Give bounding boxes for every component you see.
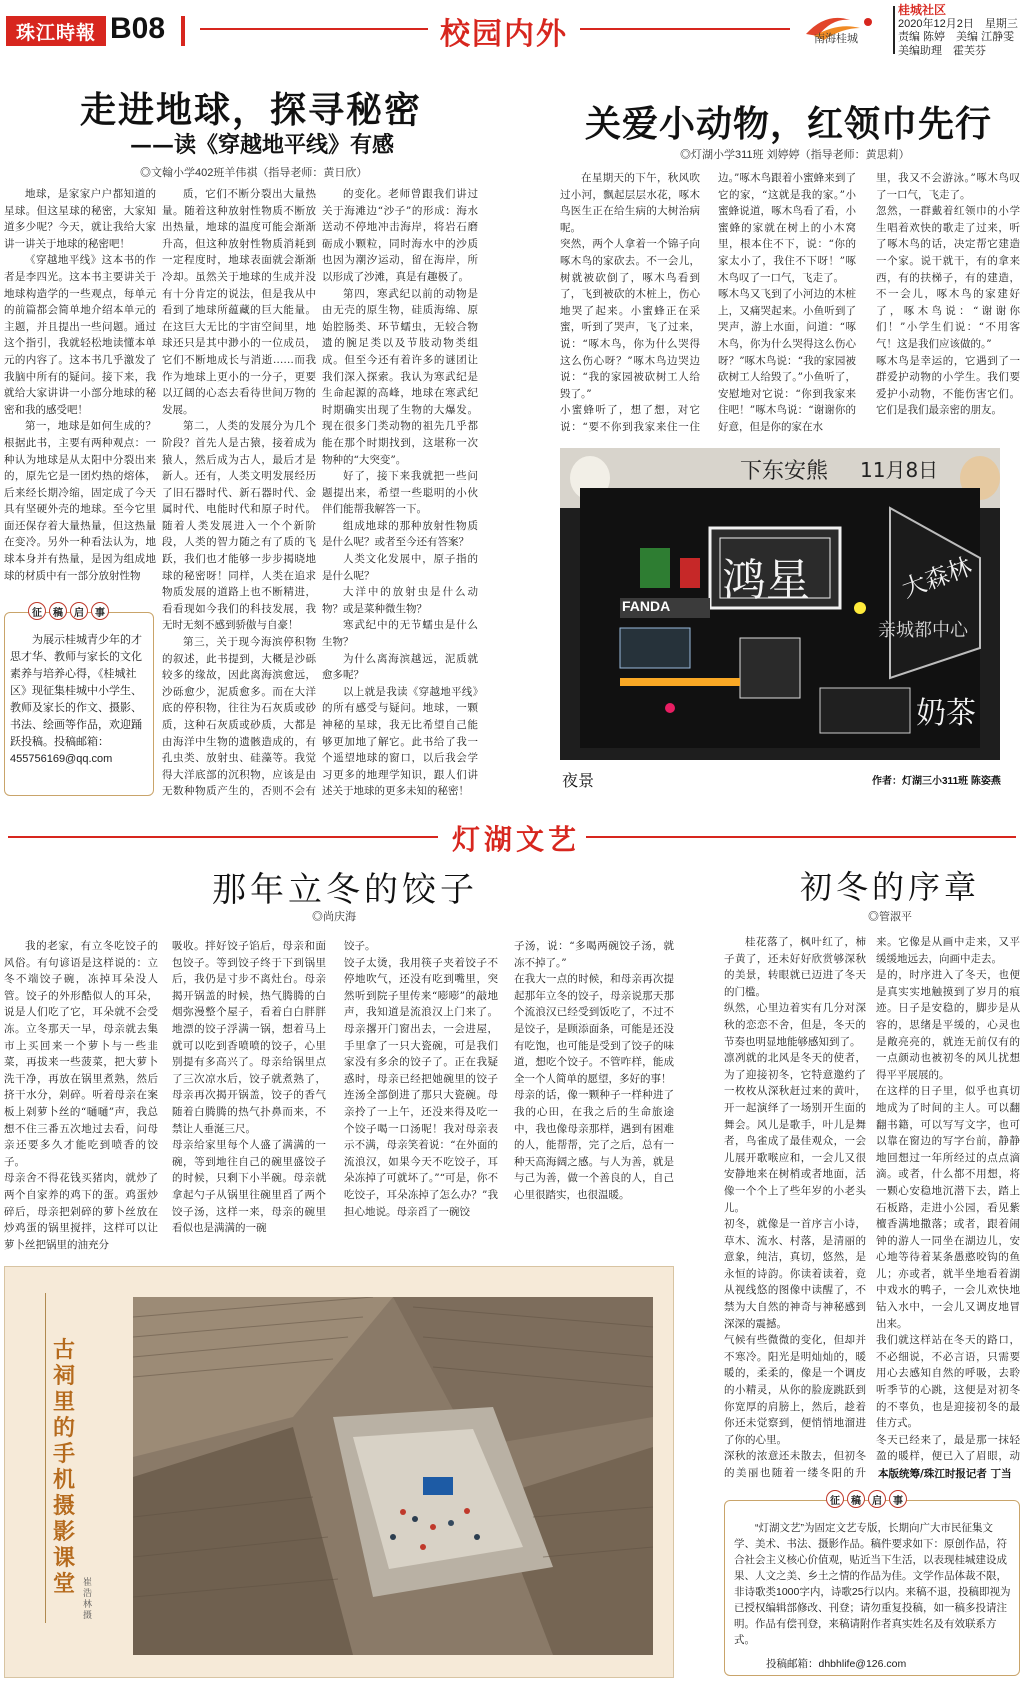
band-title: 灯湖文艺 — [452, 823, 581, 856]
night-scene-photo — [560, 448, 1000, 760]
logo-text: 南海桂城 — [814, 33, 858, 45]
section-rule-left — [200, 28, 428, 30]
photo2-author: 崔浩林 摄 — [83, 1577, 102, 1620]
photo2-frame — [4, 1266, 674, 1678]
paragraph: 大洋中的放射虫是什么动物？或是菜种微生物？ — [322, 586, 478, 615]
page-number: B08 — [110, 12, 166, 45]
article4-title: 初冬的序章 — [800, 868, 981, 906]
band-rule-left — [8, 836, 438, 838]
article1-byline: ◎文翰小学402班羊伟祺（指导老师：黄日欣） — [140, 167, 368, 179]
call-for-submissions-text-2: “灯湖文艺”为固定文艺专版，长期向广大市民征集文学、美术、书法、摄影作品。稿件要求如下：原创作品，符合社会主义核心价值观，贴近当下生活，以表现桂城建设成果、人文之美、乡土之情的作品为佳。文学作品体裁不限，非诗歌类1000字内，诗歌25行以内。来稿不退，投稿即视为已授权编辑部修改、刊登；请勿重复投稿，如一稿多投请注明。作品有偿刊登，来稿请附作者真实姓名及有效联系方式。 — [734, 1522, 1011, 1646]
page-coordinator-note: 本版统筹/珠江时报记者 丁当 — [878, 1468, 1012, 1480]
call-for-submissions-heading — [28, 602, 109, 620]
article3-byline: ◎尚庆海 — [312, 911, 356, 923]
heading-char: 事 — [889, 1490, 907, 1508]
edition-meta — [898, 4, 1018, 58]
article1-column-2 — [162, 186, 316, 798]
paragraph: 以上就是我读《穿越地平线》的所有感受与疑问。地球，一颗神秘的星球，我无比希望自己能够更加地了解它。此书给了我一个遥望地球的窗口，以后我会学习更多的地理学知识，跟人们讲述关于地球的更多未知的秘密！ — [322, 685, 478, 798]
heading-char: 启 — [70, 602, 88, 620]
heading-char: 启 — [868, 1490, 886, 1508]
section-title: 校园内外 — [440, 17, 568, 52]
board-label: 下东安熊 — [740, 459, 829, 484]
heading-char: 征 — [28, 602, 46, 620]
heading-char: 征 — [826, 1490, 844, 1508]
paragraph: 第二，人类的发展分为几个阶段？首先人是古猿，接着成为猿人，然后成为古人，最后才是新人。还有，人类文明发展经历了旧石器时代、新石器时代、金属时代、电能时代和原子时代。随着人类发展进入一个个新阶段，人类的智力随之有了质的飞跃，我们也才能够一步步揭晓地球的秘密呀！同样，人类在追求物质发展的道路上也不断精进，看看现如今我们的科技发展，我无时无刻不感到骄傲与自豪！ — [162, 420, 316, 632]
paragraph: 第三，关于现今海滨停积物的叙述，此书提到，大概是沙砾较多的缘故，因此离海滨愈远，沙砾愈少，泥质愈多。而在大洋底的停积物，往往为石灰质或砂质，这种石灰质或砂质，大都是由海洋中生物的遗骸造成的，有孔虫类、放射虫、硅藻等。我觉得大洋底部的沉积物，应该是由无数种物质产生的，否则不会有 — [162, 636, 316, 798]
heading-char: 稿 — [847, 1490, 865, 1508]
article3-column-1: 我的老家，有立冬吃饺子的风俗。有句谚语是这样说的：立冬不端饺子碗，冻掉耳朵没人管。饺子的外形酷似人的耳朵，说是人们吃了它，耳朵就不会受冻。立冬那天一早，母亲就去集市上买回来一个萝卜与一些韭菜，再拔来一些菠菜，把大萝卜洗干净，再放在锅里煮熟，然后挤干水分，剁碎。听着母亲在案板上剁萝卜丝的“嗵嗵”声，我总想不住三番五次地过去看，问母亲还要多久才能吃到喷香的饺子。 母亲舍不得花钱买猪肉，就炒了两个自家养的鸡下的蛋。鸡蛋炒碎后，母亲把剁碎的萝卜丝放在炒鸡蛋的锅里搅拌，这样可以让萝卜丝把锅里的油充分 — [4, 940, 158, 1251]
article3-column-2: 吸收。拌好饺子馅后，母亲和面包饺子。等到饺子终于下到锅里后，我仍是寸步不离灶台。母亲揭开锅盖的时候，热气腾腾的白烟弥漫整个屋子，看着白白胖胖地漂的饺子浮满一锅，想着马上就可以吃到香喷喷的饺子，心里别提有多高兴了。母亲给锅里点了三次凉水后，饺子就煮熟了，母亲再次揭开锅盖，饺子的香气随着白腾腾的热气扑鼻而来，不禁让人垂涎三尺。 母亲给家里每个人盛了满满的一碗，等到地往自己的碗里盛饺子的时候，只剩下小半碗。母亲就拿起勺子从锅里往碗里舀了两个饺子汤，这样一来，母亲的碗里看似也是满满的一碗 — [172, 940, 326, 1235]
article1-column-3 — [322, 186, 478, 798]
heading-char: 稿 — [49, 602, 67, 620]
article1-title: 走进地球，探寻秘密 — [80, 89, 423, 131]
paragraph: 好了，接下来我就把一些问题提出来，希望一些聪明的小伙伴们能帮我解答一下。 — [322, 470, 478, 516]
paragraph: 《穿越地平线》这本书的作者是李四光。这本书主要讲关于地球构造学的一些观点，每单元的前篇都会简单地介绍本单元的主题，并且提出一些问题。通过这个指引，我就轻松地读懂本单元的内容了。这本书几乎激发了我脑中所有的疑问。接下来，我就给大家讲讲一小部分地球的秘密和我的感受吧！ — [4, 254, 156, 416]
editors: 责编 陈婷 美编 江静雯 — [898, 31, 1015, 43]
paragraph: 人类文化发展中，原子指的是什么呢？ — [322, 553, 478, 582]
article2-column-2: 边。”啄木鸟跟着小蜜蜂来到了它的家，“这就是我的家。”小蜜蜂说道，啄木鸟看了看，小蜜蜂的家就在树上的小木窝里，根本住不下，说：“你的家太小了，我住不下呀！”啄木鸟叹了一口气，飞走了。 啄木鸟又飞到了小河边的木桩上，又痛哭起来。小鱼听到了哭声，游上水面，问道：“啄木鸟，你为什么哭得这么伤心呀？”啄木鸟说：“我的家园被砍树工人给毁了。”小鱼听了，安慰地对它说：“你到我家来住吧！”啄木鸟说：“谢谢你的好意，但是你的家在水 — [718, 172, 856, 433]
paragraph: 第四，寒武纪以前的动物是由无壳的原生物，硅质海绵、原始腔肠类、环节蠕虫，无较合物遗的腕足类以及节肢动物类组成。但至今还有着许多的谜团让我们深入探索。我认为寒武纪是生命起源的高峰，地球在寒武纪时期确实出现了生物的大爆发。现在很多门类动物的祖先几乎都能在那个时期找到，这堪称一次物种的“大突变”。 — [322, 287, 478, 466]
article2-column-3: 里，我又不会游泳。”啄木鸟叹了一口气，飞走了。 忽然，一群戴着红领巾的小学生唱着欢快的歌走了过来，听了啄木鸟的话，决定帮它建造一个家。说干就干，有的拿来西，有的扶梯子，有的建造，不一会儿，啄木鸟的家建好了，啄木鸟说：“谢谢你们！”小学生们说：“不用客气！这是我们应该做的。” 啄木鸟是幸运的，它遇到了一群爱护动物的小学生。我们要爱护小动物，不能伤害它们。它们是我们最亲密的朋友。 — [876, 172, 1020, 417]
meta-bar — [893, 6, 895, 54]
heading-char: 事 — [91, 602, 109, 620]
page-bar — [181, 16, 185, 46]
section-rule-right — [580, 28, 790, 30]
article1-subtitle: ——读《穿越地平线》有感 — [130, 132, 395, 158]
article4-byline: ◎管淑平 — [868, 911, 912, 923]
article4-column-2: 来。它像是从画中走来，又平缓缓地远去，向画中走去。 是的，时序进入了冬天，也便是真实实地触摸到了岁月的痕迹。日子是安稳的，脚步是从容的，思绪是平缓的，心灵也是敞亮亮的，就连无前仅有的一点颜动也被初冬的风儿扰想得平平展展的。 在这样的日子里，似乎也真切地成为了时间的主人。可以翻翻书籍，可以写写文字，也可以靠在窗边的写字台前，静静地回想过一年所经过的点点滴滴。或者，什么都不用想，将一颗心安稳地沉潜下去，踏上石板路，走进小公园，看见紫檀香满地撒落；或者，跟着闹钟的游人一同坐在湖边儿，安心地等待着某条愚憨咬钩的鱼儿；亦或者，就半坐地看着湖中戏水的鸭子，一会儿欢快地钻入水中，一会儿又调皮地冒出来。 我们就这样站在冬天的路口，不必细说，不必言语，只需要用心去感知自然的呼吸，去聆听季节的心跳，这便是对初冬的不辜负，也是迎接初冬的最佳方式。 冬天已经来了，最是那一抹轻盈的暖样，便已入了眉眼，动 — [876, 936, 1020, 1463]
board-label: 奶茶 — [916, 696, 976, 731]
board-label: 大森林 — [898, 552, 976, 604]
paragraph: 的变化。老师曾跟我们讲过关于海滩边“沙子”的形成：海水送动不停地冲击海岸，将岩石磨砺成小颗粒，同时海水中的沙质也因为潮汐运动，留在海岸，所以形成了沙滩，真是有趣极了。 — [322, 188, 478, 283]
issue-date: 2020年12月2日 星期三 — [898, 17, 1018, 30]
article4-column-1: 桂花落了，枫叶红了，柿子黄了，还未好好欣赏够深秋的美景，转眼就已迈进了冬天的门槛。 纵然，心里边着实有几分对深秋的恋恋不舍，但是，冬天的节奏也明显地能够感知到了。 凛冽就的北风是冬天的使者，为了迎接初冬，它特意邀约了一枚枚从深秋赶过来的黄叶，开一起演绎了一场别开生面的舞会。风儿是歌手，叶儿是舞者，鸟雀成了最佳观众，一会儿展开歌喉应和，一会儿又很安静地来在树梢或者地面，活像一个个上了些年岁的小老头儿。 初冬，就像是一首序言小诗，草木、流水、村落，是清丽的意象，纯洁，真切，悠然，是永恒的诗韵。你读着读着，竟从视线悠的图像中读醒了，不禁为大自然的神奇与神秘感到深深的震撼。 气候有些微微的变化，但却并不寒冷。阳光是明灿灿的，暖暖的，柔柔的，像是一个调皮的小精灵，从你的脸庞跳跃到你宽厚的肩膀上，然后，趁着你还未觉察到，便悄悄地溜进了你的心里。 深秋的浓意还未散去，但初冬的美丽也随着一缕冬阳的升 — [724, 936, 866, 1479]
temple-rooftops-icon — [133, 1297, 653, 1655]
article3-column-4: 子汤，说：“多喝两碗饺子汤，就冻不掉了。” 在我大一点的时候，和母亲再次提起那年立冬的饺子，母亲说那天那个流浪汉已经受到饭吃了，不过不是饺子，是顾添面条，可能是还没有吃饱，也可能是受到了饺子的味道，想吃个饺子。不管咋样，能成全一个人简单的愿望，多好的事！ 母亲的话，像一颗种子一样种进了我的心田，在我之后的生命旅途中，我也像母亲那样，遇到有困难的人，能帮帮，完了之后，总有一种天高海阔之感。与人为善，就是与己为善，做一个善良的人，自己心里很踏实，也很温暖。 — [514, 940, 674, 1201]
paragraph: 地球，是家家户户都知道的星球。但这星球的秘密，大家知道多少呢？今天，就让我给大家讲一讲关于地球的秘密吧！ — [4, 188, 156, 250]
call-for-submissions-heading-2 — [826, 1490, 907, 1508]
board-label: 11月8日 — [860, 458, 939, 482]
submission-email: 投稿邮箱：dhbhlife@126.com — [766, 1658, 907, 1670]
article3-title: 那年立冬的饺子 — [212, 870, 478, 910]
photo1-caption: 夜景 — [562, 773, 595, 790]
paragraph: 质，它们不断分裂出大量热量。随着这种放射性物质不断放出热量，地球的温度可能会渐渐升高，但这种放射性物质消耗到一定程度时，地球表面就会渐渐冷却。虽然关于地球的生成并没有十分肯定的说法，但是我从中看到了地球所蕴藏的巨大能量。在这巨大无比的宇宙空间里，地球还只是其中渺小的一位成员，它们不断地成长与消逝……而我作为地球上更小的一分子，更要以辽阔的心态去看待世间万物的发展。 — [162, 188, 316, 416]
article1-column-1 — [4, 186, 156, 590]
article2-column-1: 在星期天的下午，秋风吹过小河，飘起层层水花，啄木鸟医生正在给生病的大树治病呢。 突然，两个人拿着一个锦子向啄木鸟的家砍去。不一会儿，树就被砍倒了，啄木鸟看到了，飞到被砍的木桩上，伤心地哭了起来。小蜜蜂正在采蜜，听到了哭声，飞了过来，说：“啄木鸟，你为什么哭得这么伤心呀？”啄木鸟边哭边说：“我的家园被砍树工人给毁了。” 小蜜蜂听了，想了想，对它说：“要不你到我家来住一住 — [560, 172, 700, 433]
board-label: FANDA — [622, 598, 671, 614]
paragraph: 为什么离海滨越远，泥质就愈多呢？ — [322, 652, 478, 682]
temple-aerial-photo — [133, 1297, 653, 1655]
masthead — [0, 0, 1024, 60]
call-for-submissions-text: 为展示桂城青少年的才思才华、教师与家长的文化素养与培养心得，《桂城社区》现征集桂城中小学生、教师及家长的作文、摄影、书法、绘画等作品，欢迎踊跃投稿。投稿邮箱：455756169@qq.com — [10, 634, 142, 765]
article3-column-3: 饺子。 饺子太烫，我用筷子夹着饺子不停地吹气，还没有吃到嘴里，突然听到院子里传来“嘭嘭”的敲地声，我知道是流浪汉上门来了。母亲撂开门窗出去，一会进屋，手里拿了一只大瓷碗，可是我们家没有多余的饺子了。正在我疑惑时，母亲已经把她碗里的饺子连汤全部倒进了那只大瓷碗。母亲拎了一上午，还没来得及吃一个饺子喝一口汤呢！我对母亲表示不满，母亲笑着说：“在外面的流浪汉，如果今天不吃饺子，耳朵冻掉了可就坏了。”“可是，你不吃饺子，耳朵冻掉了怎么办？”我担心地说。母亲舀了一碗饺 — [344, 940, 498, 1218]
paragraph: 寒武纪中的无节蠕虫是什么生物？ — [322, 619, 478, 649]
article2-title: 关爱小动物，红领巾先行 — [585, 103, 993, 145]
board-label: 亲城都中心 — [878, 620, 968, 641]
board-label: 鸿星 — [722, 555, 810, 606]
column-name: 桂城社区 — [898, 3, 947, 17]
article2-byline: ◎灯湖小学311班 刘婷婷（指导老师：黄思莉） — [680, 149, 910, 161]
paper-name: 珠江時報 — [6, 16, 106, 46]
paragraph: 组成地球的那种放射性物质是什么呢？或者至今还有答案？ — [322, 519, 478, 549]
photo1-author: 作者：灯湖三小311班 陈姿燕 — [872, 776, 1001, 787]
vertical-rule — [45, 1293, 46, 1623]
photo2-vertical-title: 古祠里的手机摄影课堂 — [53, 1337, 76, 1597]
assistant-editor: 美编助理 霍芙芬 — [898, 44, 986, 57]
paragraph: 第一，地球是如何生成的？根据此书，主要有两种观点：一种认为地球是从太阳中分裂出来的，原先它是一团灼热的熔体，后来经长期冷缩，固定成了今天具有坚硬外壳的地球。至今它里面还保存着大量热量，但这热量在变冷。另外一种看法认为，地球本身并有热量，是因为组成地球的材质中有一部分放射性物 — [4, 420, 156, 582]
band-rule-right — [586, 836, 1016, 838]
